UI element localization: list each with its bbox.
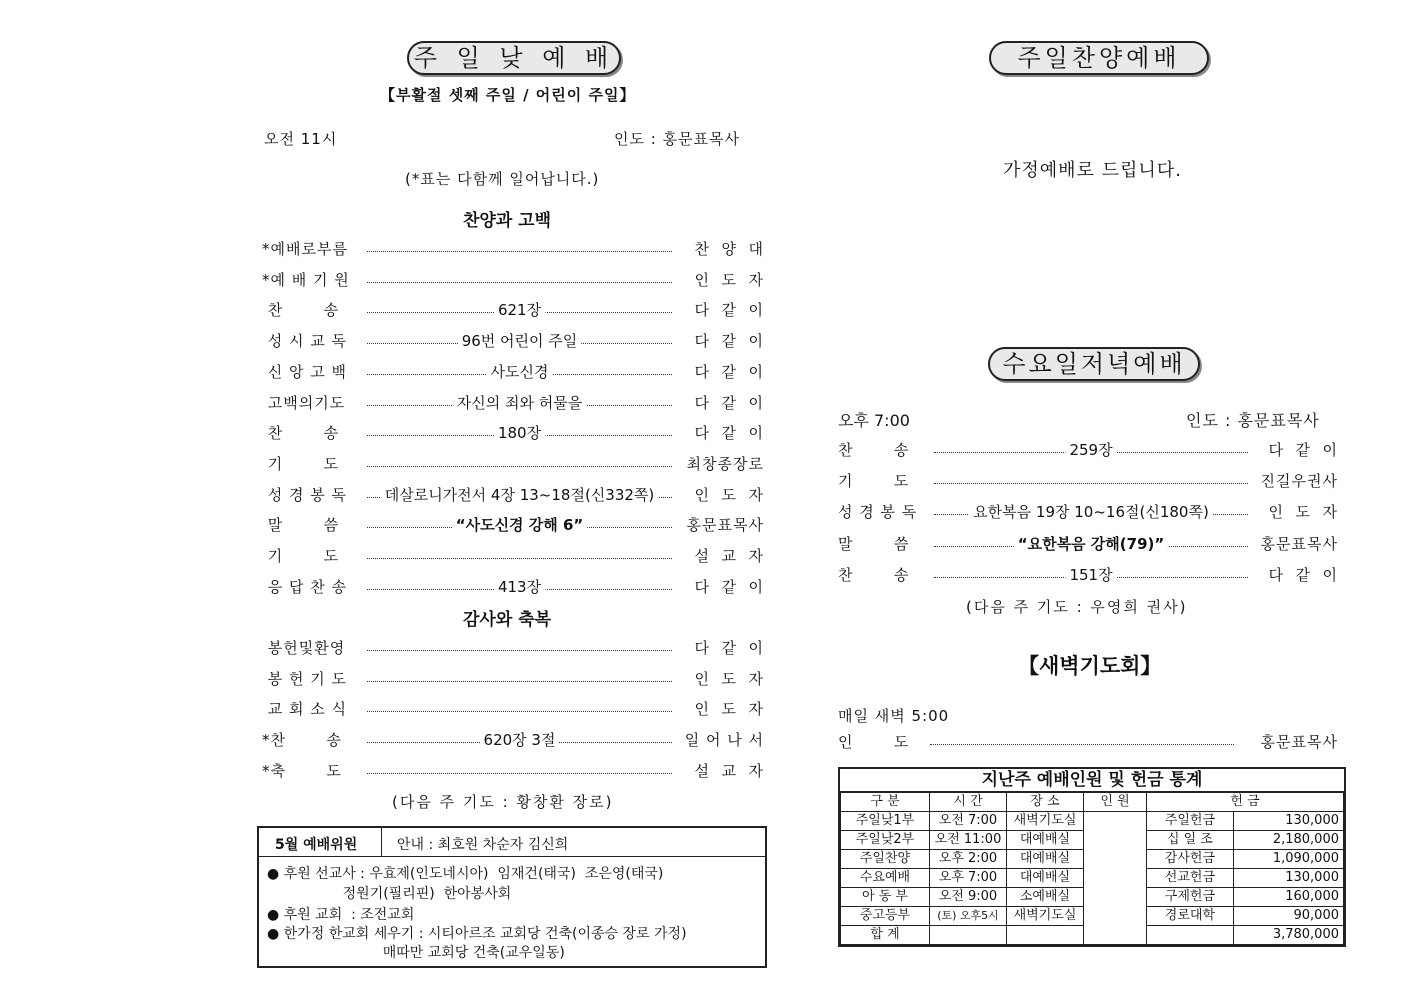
order-row [838, 471, 1338, 491]
order-label: 성 경 봉 독 [262, 485, 348, 504]
order-detail: 자신의 죄와 허물을 [453, 393, 586, 413]
order-detail: “요한복음 강해(79)” [1014, 534, 1168, 554]
order-person: 다 같 이 [1268, 565, 1338, 584]
order-label: *예 배 기 원 [262, 270, 350, 289]
order-person: 홍문표목사 [1260, 534, 1338, 553]
order-row [262, 638, 764, 658]
service-leader: 인도 : 홍문표목사 [614, 130, 741, 148]
header-place: 장 소 [1007, 793, 1084, 812]
table-cell [1084, 888, 1147, 907]
table-cell: 소예배실 [1007, 888, 1084, 907]
order-row [262, 300, 764, 320]
order-person: 다 같 이 [694, 639, 764, 657]
table-cell [1084, 907, 1147, 926]
table-cell: 십 일 조 [1147, 831, 1234, 850]
committee-guide: 안내 : 최호원 차순자 김신희 [397, 837, 569, 853]
table-cell: 130,000 [1233, 812, 1343, 831]
header-category: 구 분 [841, 793, 930, 812]
stats-header-row [841, 793, 1344, 812]
order-row [262, 699, 764, 719]
committee-line-1: ● 후원 선교사 : 우효제(인도네시아) 임재건(태국) 조은영(태국) [267, 866, 664, 882]
committee-line-4: ● 한가정 한교회 세우기 : 시티아르조 교회당 건축(이종승 장로 가정) [267, 926, 687, 942]
table-row [841, 831, 1344, 850]
order-detail: 621장 [494, 300, 545, 320]
order-person: 일 어 나 서 [684, 731, 764, 750]
dawn-row [838, 732, 1338, 752]
order-person: 다 같 이 [1268, 441, 1338, 459]
table-cell: 대예배실 [1007, 831, 1084, 850]
table-cell: 1,090,000 [1233, 850, 1343, 869]
table-cell [1084, 869, 1147, 888]
sunday-service-title: 주 일 낮 예 배 [407, 41, 621, 75]
sunday-praise-title: 주일찬양예배 [989, 41, 1209, 75]
order-row [262, 761, 764, 781]
table-cell: 3,780,000 [1233, 926, 1343, 945]
order-row [262, 577, 764, 597]
order-row [262, 393, 764, 413]
order-person: 인 도 자 [694, 485, 764, 504]
order-person: 인 도 자 [694, 669, 764, 688]
wed-leader: 인도 : 홍문표목사 [1186, 411, 1320, 430]
order-detail: 180장 [494, 423, 545, 443]
order-label: 찬 송 [838, 441, 910, 459]
order-row [262, 730, 764, 750]
table-row [841, 907, 1344, 926]
dawn-title: 【새벽기도회】 [1018, 654, 1162, 678]
wednesday-service-title: 수요일저녁예배 [988, 347, 1200, 381]
next-prayer: (다음 주 기도 : 황창환 장로) [392, 793, 614, 811]
order-row [838, 440, 1338, 460]
order-detail: 데살로니가전서 4장 13~18절(신332쪽) [381, 485, 659, 505]
committee-box [257, 826, 767, 968]
table-row [841, 888, 1344, 907]
order-person: 설 교 자 [694, 761, 764, 780]
table-cell: 선교헌금 [1147, 869, 1234, 888]
order-row [838, 565, 1338, 585]
table-cell: 새벽기도실 [1007, 812, 1084, 831]
table-cell: 오전 9:00 [930, 888, 1007, 907]
table-cell [1084, 831, 1147, 850]
stats-title: 지난주 예배인원 및 헌금 통계 [840, 769, 1344, 792]
order-row [262, 239, 764, 259]
order-row [262, 515, 764, 535]
order-row [262, 331, 764, 351]
committee-line-5: 매따만 교회당 건축(교우일동) [267, 945, 565, 961]
table-row [841, 869, 1344, 888]
order-detail: 259장 [1065, 440, 1116, 460]
order-person: 다 같 이 [694, 362, 764, 381]
order-person: 인 도 자 [694, 700, 764, 719]
order-label: 봉 헌 기 도 [262, 669, 348, 688]
order-label: 교 회 소 식 [262, 700, 348, 719]
order-person: 다 같 이 [694, 577, 764, 596]
table-row [841, 926, 1344, 945]
section-praise-confession: 찬양과 고백 [463, 211, 552, 231]
order-label: 기 도 [262, 547, 340, 565]
subtitle: 【부활절 셋째 주일 / 어린이 주일】 [380, 86, 636, 104]
table-cell: 2,180,000 [1233, 831, 1343, 850]
order-label: *축 도 [262, 761, 342, 780]
table-cell: (토) 오후5시 [930, 907, 1007, 926]
order-label: 기 도 [262, 454, 340, 473]
order-row [262, 454, 764, 474]
order-label: 찬 송 [838, 565, 910, 584]
order-label: 응 답 찬 송 [262, 577, 348, 596]
order-person: 다 같 이 [694, 332, 764, 351]
table-cell: 감사헌금 [1147, 850, 1234, 869]
committee-head: 5월 예배위원 [275, 837, 358, 853]
order-row [262, 423, 764, 443]
table-cell: 160,000 [1233, 888, 1343, 907]
order-person: 인 도 자 [694, 270, 764, 289]
wed-time: 오후 7:00 [838, 411, 910, 430]
order-row [262, 546, 764, 566]
order-row [262, 362, 764, 382]
table-cell: 주일낮1부 [841, 812, 930, 831]
dawn-label: 인 도 [838, 733, 910, 751]
table-cell: 주일낮2부 [841, 831, 930, 850]
service-time: 오전 11시 [264, 130, 338, 148]
table-cell: 경로대학 [1147, 907, 1234, 926]
order-row [262, 270, 764, 290]
order-row [838, 534, 1338, 554]
order-person: 설 교 자 [694, 547, 764, 565]
table-cell [1084, 812, 1147, 831]
dawn-leader: 홍문표목사 [1260, 733, 1338, 751]
family-worship-note: 가정예배로 드립니다. [1003, 160, 1182, 181]
order-label: *찬 송 [262, 731, 342, 750]
dawn-time: 매일 새벽 5:00 [838, 707, 950, 725]
order-row [262, 485, 764, 505]
table-cell: 중고등부 [841, 907, 930, 926]
order-detail: 96번 어린이 주일 [458, 331, 582, 351]
wed-next-prayer: (다음 주 기도 : 우영희 권사) [966, 598, 1188, 616]
order-label: 고백의기도 [262, 393, 346, 412]
order-person: 홍문표목사 [686, 516, 764, 535]
header-time: 시 간 [930, 793, 1007, 812]
table-cell: 대예배실 [1007, 869, 1084, 888]
order-label: 봉헌및환영 [262, 639, 346, 657]
table-row [841, 850, 1344, 869]
table-cell: 오후 2:00 [930, 850, 1007, 869]
order-label: 찬 송 [262, 301, 340, 320]
order-person: 최창종장로 [686, 454, 764, 473]
table-cell: 주일헌금 [1147, 812, 1234, 831]
order-detail: “사도신경 강해 6” [452, 515, 588, 535]
table-cell [1084, 926, 1147, 945]
order-person: 찬 양 대 [694, 240, 764, 258]
table-cell [1147, 926, 1234, 945]
order-detail: 413장 [494, 577, 545, 597]
stats-box [838, 767, 1346, 947]
table-cell: 구제헌금 [1147, 888, 1234, 907]
order-person: 인 도 자 [1268, 503, 1338, 522]
order-person: 진길우권사 [1260, 472, 1338, 491]
table-cell: 아 동 부 [841, 888, 930, 907]
table-cell: 대예배실 [1007, 850, 1084, 869]
committee-line-2: 정원기(필리핀) 한아봉사회 [267, 886, 512, 902]
order-label: 말 씀 [838, 534, 910, 553]
order-person: 다 같 이 [694, 393, 764, 412]
order-label: 성 경 봉 독 [838, 503, 918, 522]
order-detail: 620장 3절 [480, 730, 560, 750]
order-label: *예배로부름 [262, 240, 348, 258]
table-row [841, 812, 1344, 831]
table-cell: 합 계 [841, 926, 930, 945]
table-cell: 오전 11:00 [930, 831, 1007, 850]
table-cell [1084, 850, 1147, 869]
order-label: 성 시 교 독 [262, 332, 348, 351]
order-person: 다 같 이 [694, 301, 764, 320]
order-detail: 사도신경 [487, 362, 553, 382]
table-cell: 90,000 [1233, 907, 1343, 926]
order-label: 신 앙 고 백 [262, 362, 348, 381]
order-row [262, 669, 764, 689]
order-label: 말 씀 [262, 516, 340, 535]
header-offering: 헌 금 [1147, 793, 1344, 812]
table-cell: 새벽기도실 [1007, 907, 1084, 926]
order-label: 기 도 [838, 472, 910, 491]
standing-note: (*표는 다함께 일어납니다.) [405, 170, 600, 188]
committee-line-3: ● 후원 교회 : 조전교회 [267, 907, 415, 923]
header-count: 인 원 [1084, 793, 1147, 812]
table-cell: 주일찬양 [841, 850, 930, 869]
order-detail: 요한복음 19장 10~16절(신180쪽) [969, 502, 1213, 522]
order-person: 다 같 이 [694, 424, 764, 443]
order-detail: 151장 [1065, 565, 1116, 585]
order-label: 찬 송 [262, 424, 340, 443]
table-cell [1007, 926, 1084, 945]
table-cell: 130,000 [1233, 869, 1343, 888]
order-row [838, 502, 1338, 522]
stats-table [840, 792, 1344, 945]
table-cell: 수요예배 [841, 869, 930, 888]
table-cell [930, 926, 1007, 945]
table-cell: 오전 7:00 [930, 812, 1007, 831]
section-thanks-blessing: 감사와 축복 [463, 610, 552, 630]
table-cell: 오후 7:00 [930, 869, 1007, 888]
